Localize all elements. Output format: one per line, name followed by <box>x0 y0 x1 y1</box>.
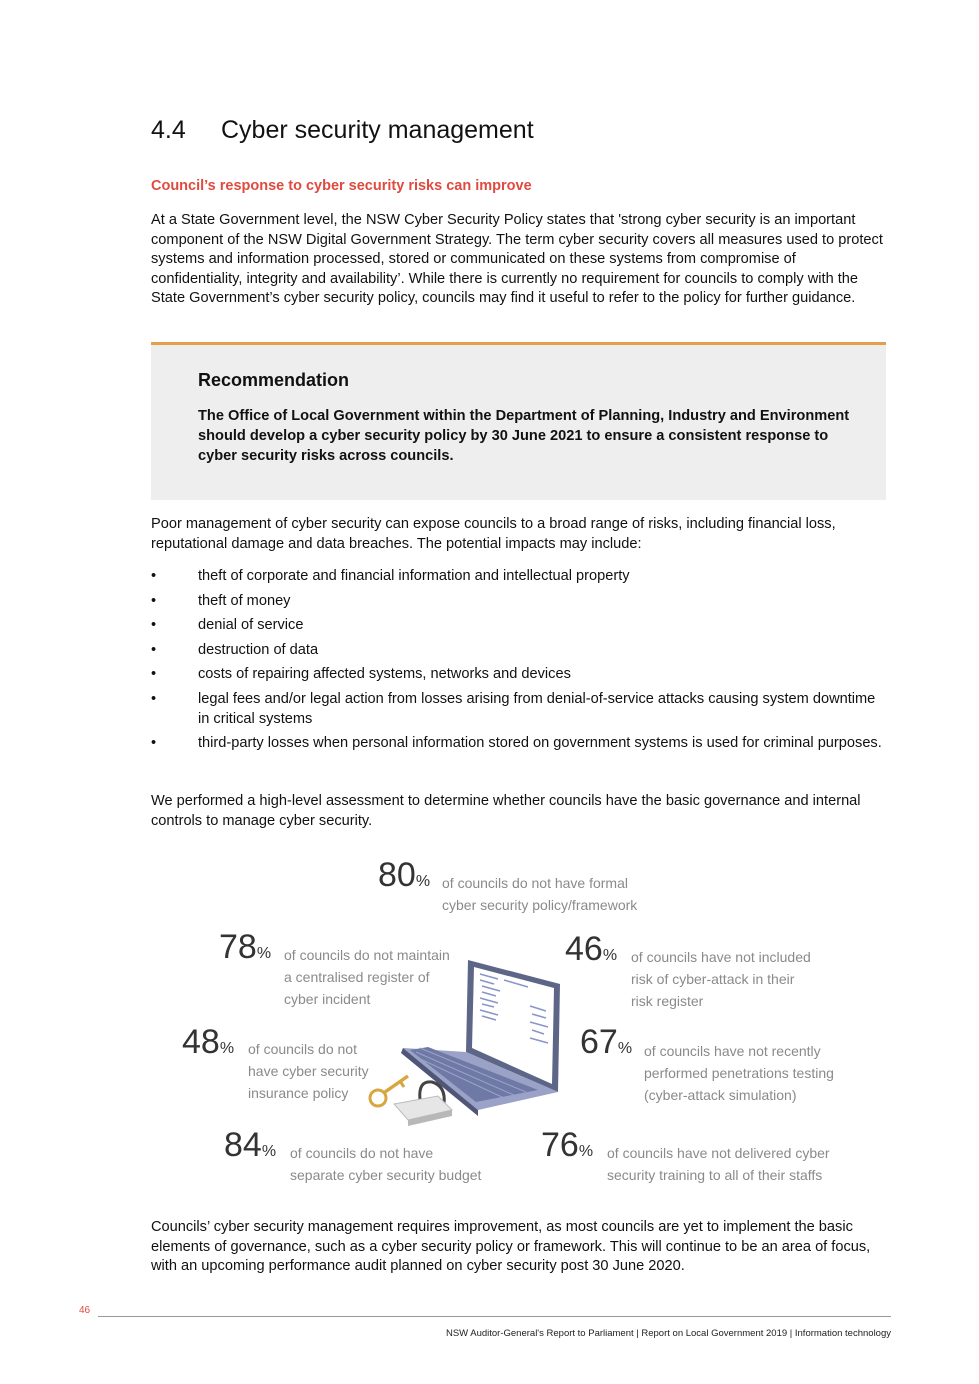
intro-paragraph: At a State Government level, the NSW Cyber Security Policy states that 'strong cyber security is an important component of the NSW Digital Government Strategy. The term cyber security covers all measures used to protect systems and information processed, stored or communicated on these systems from compromise of confidentiality, integrity and availability’. While there is currently no requirement for councils to comply with the State Government’s cyber security policy, councils may find it useful to refer to the policy for further guidance. <box>151 212 883 307</box>
bullet-icon: • <box>151 666 157 683</box>
impact-list <box>151 567 886 759</box>
conclusion-paragraph: Councils’ cyber security management requires improvement, as most councils are yet to implement the basic elements of governance, such as a cyber security policy or framework. This will continue to be an area of focus, with an upcoming performance audit planned on cyber security post 30 June 2020. <box>151 1219 871 1275</box>
percent-sign: % <box>602 947 618 964</box>
key-icon <box>370 1076 408 1106</box>
footer-divider <box>98 1316 891 1317</box>
stat-76 <box>541 1128 593 1162</box>
bullet-icon: • <box>151 592 157 609</box>
list-item: • legal fees and/or legal action from losses arising from denial-of-service attacks causing system downtime in critical systems <box>151 690 876 727</box>
recommendation-text: The Office of Local Government within the Department of Planning, Industry and Environment should develop a cyber security policy by 30 June 2021 to ensure a consistent response to cyber security risks across councils. <box>198 408 850 464</box>
bullet-icon: • <box>151 641 157 658</box>
percent-sign: % <box>219 1040 235 1057</box>
stat-84 <box>224 1128 276 1162</box>
stat-80 <box>378 858 430 892</box>
stat-67-description: of councils have not recently performed penetrations testing (cyber-attack simulation) <box>644 1043 834 1103</box>
list-item: • denial of service <box>151 616 886 636</box>
risks-paragraph: Poor management of cyber security can expose councils to a broad range of risks, including financial loss, reputational damage and data breaches. The potential impacts may include: <box>151 516 836 552</box>
stat-value: 48 <box>182 1023 220 1061</box>
list-item: • theft of corporate and financial information and intellectual property <box>151 567 886 587</box>
percent-sign: % <box>578 1143 594 1160</box>
stat-48 <box>182 1025 234 1059</box>
stat-80-description: of councils do not have formal cyber security policy/framework <box>442 875 638 913</box>
stat-value: 46 <box>565 930 603 968</box>
percent-sign: % <box>256 945 272 962</box>
stat-value: 84 <box>224 1126 262 1164</box>
bullet-icon: • <box>151 735 157 752</box>
subheading: Council’s response to cyber security risks can improve <box>151 178 532 194</box>
stat-78-description: of councils do not maintain a centralised register of cyber incident <box>284 947 450 1007</box>
stat-46-description: of councils have not included risk of cyber-attack in their risk register <box>631 949 811 1009</box>
section-title-text: Cyber security management <box>221 116 534 144</box>
stat-value: 67 <box>580 1023 618 1061</box>
percent-sign: % <box>617 1040 633 1057</box>
stat-value: 78 <box>219 928 257 966</box>
bullet-icon: • <box>151 617 157 634</box>
stat-84-description: of councils do not have separate cyber security budget <box>290 1145 482 1183</box>
footer-text: NSW Auditor-General's Report to Parliament | Report on Local Government 2019 | Information technology <box>445 1328 891 1339</box>
stat-46 <box>565 932 617 966</box>
bullet-icon: • <box>151 568 157 584</box>
section-number: 4.4 <box>151 116 186 144</box>
section-title <box>151 116 534 145</box>
percent-sign: % <box>261 1143 277 1160</box>
list-item: • theft of money <box>151 592 886 612</box>
assessment-paragraph: We performed a high-level assessment to determine whether councils have the basic governance and internal controls to manage cyber security. <box>151 793 861 829</box>
stat-48-description: of councils do not have cyber security insurance policy <box>248 1041 369 1101</box>
stat-value: 80 <box>378 856 416 894</box>
list-item: • third-party losses when personal information stored on government systems is used for criminal purposes. <box>151 734 886 754</box>
list-item: • destruction of data <box>151 641 886 661</box>
padlock-illustration <box>360 1060 460 1130</box>
stat-78 <box>219 930 271 964</box>
percent-sign: % <box>415 873 431 890</box>
stat-value: 76 <box>541 1126 579 1164</box>
padlock-icon <box>394 1082 452 1126</box>
bullet-icon: • <box>151 690 157 707</box>
stat-76-description: of councils have not delivered cyber security training to all of their staffs <box>607 1145 830 1183</box>
page-number: 46 <box>79 1305 91 1316</box>
list-item: • costs of repairing affected systems, networks and devices <box>151 665 886 685</box>
stat-67 <box>580 1025 632 1059</box>
recommendation-title: Recommendation <box>198 370 350 390</box>
